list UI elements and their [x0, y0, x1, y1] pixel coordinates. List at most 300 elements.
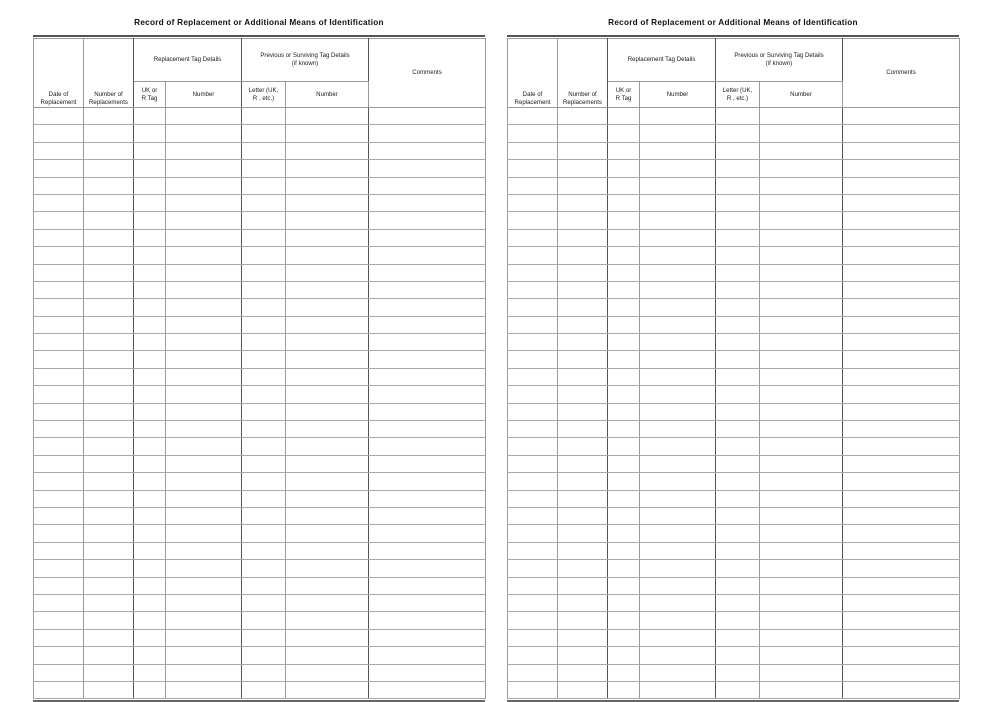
- cell-comments[interactable]: [369, 299, 486, 316]
- table-row[interactable]: [34, 577, 486, 594]
- cell-uk-or-r-tag[interactable]: [608, 473, 640, 490]
- cell-letter[interactable]: [242, 681, 286, 698]
- cell-date-of-replacement[interactable]: [508, 177, 558, 194]
- cell-comments[interactable]: [843, 212, 960, 229]
- cell-comments[interactable]: [369, 281, 486, 298]
- cell-previous-number[interactable]: [760, 281, 843, 298]
- cell-comments[interactable]: [369, 229, 486, 246]
- table-row[interactable]: [34, 247, 486, 264]
- cell-comments[interactable]: [369, 386, 486, 403]
- cell-comments[interactable]: [843, 403, 960, 420]
- cell-uk-or-r-tag[interactable]: [134, 525, 166, 542]
- cell-date-of-replacement[interactable]: [34, 490, 84, 507]
- cell-previous-number[interactable]: [286, 542, 369, 559]
- cell-letter[interactable]: [242, 212, 286, 229]
- cell-letter[interactable]: [716, 577, 760, 594]
- cell-letter[interactable]: [716, 351, 760, 368]
- table-row[interactable]: [34, 438, 486, 455]
- cell-date-of-replacement[interactable]: [508, 229, 558, 246]
- cell-comments[interactable]: [369, 594, 486, 611]
- cell-previous-number[interactable]: [760, 629, 843, 646]
- cell-uk-or-r-tag[interactable]: [608, 316, 640, 333]
- cell-comments[interactable]: [369, 490, 486, 507]
- cell-date-of-replacement[interactable]: [34, 421, 84, 438]
- cell-number-of-replacements[interactable]: [84, 560, 134, 577]
- cell-comments[interactable]: [843, 421, 960, 438]
- cell-replacement-number[interactable]: [640, 229, 716, 246]
- cell-letter[interactable]: [242, 438, 286, 455]
- cell-letter[interactable]: [242, 229, 286, 246]
- cell-replacement-number[interactable]: [166, 247, 242, 264]
- cell-uk-or-r-tag[interactable]: [134, 403, 166, 420]
- cell-date-of-replacement[interactable]: [508, 629, 558, 646]
- cell-date-of-replacement[interactable]: [508, 160, 558, 177]
- cell-number-of-replacements[interactable]: [84, 247, 134, 264]
- cell-letter[interactable]: [242, 455, 286, 472]
- cell-replacement-number[interactable]: [640, 542, 716, 559]
- cell-previous-number[interactable]: [760, 421, 843, 438]
- table-row[interactable]: [508, 299, 960, 316]
- cell-previous-number[interactable]: [286, 299, 369, 316]
- cell-replacement-number[interactable]: [640, 177, 716, 194]
- cell-previous-number[interactable]: [286, 421, 369, 438]
- cell-letter[interactable]: [716, 438, 760, 455]
- cell-date-of-replacement[interactable]: [34, 403, 84, 420]
- cell-previous-number[interactable]: [760, 594, 843, 611]
- table-row[interactable]: [508, 438, 960, 455]
- table-row[interactable]: [508, 281, 960, 298]
- table-row[interactable]: [34, 281, 486, 298]
- cell-replacement-number[interactable]: [640, 194, 716, 211]
- cell-comments[interactable]: [843, 351, 960, 368]
- table-row[interactable]: [508, 212, 960, 229]
- cell-replacement-number[interactable]: [166, 664, 242, 681]
- cell-replacement-number[interactable]: [166, 612, 242, 629]
- cell-comments[interactable]: [369, 177, 486, 194]
- cell-uk-or-r-tag[interactable]: [134, 490, 166, 507]
- table-row[interactable]: [508, 455, 960, 472]
- cell-date-of-replacement[interactable]: [508, 542, 558, 559]
- cell-previous-number[interactable]: [760, 542, 843, 559]
- cell-uk-or-r-tag[interactable]: [134, 108, 166, 125]
- cell-letter[interactable]: [242, 264, 286, 281]
- cell-uk-or-r-tag[interactable]: [608, 612, 640, 629]
- table-row[interactable]: [508, 316, 960, 333]
- cell-date-of-replacement[interactable]: [508, 525, 558, 542]
- cell-number-of-replacements[interactable]: [558, 177, 608, 194]
- cell-date-of-replacement[interactable]: [508, 507, 558, 524]
- table-row[interactable]: [508, 629, 960, 646]
- cell-date-of-replacement[interactable]: [508, 316, 558, 333]
- cell-previous-number[interactable]: [286, 386, 369, 403]
- cell-uk-or-r-tag[interactable]: [608, 403, 640, 420]
- cell-letter[interactable]: [242, 629, 286, 646]
- table-row[interactable]: [34, 108, 486, 125]
- cell-replacement-number[interactable]: [640, 473, 716, 490]
- cell-replacement-number[interactable]: [640, 160, 716, 177]
- cell-replacement-number[interactable]: [166, 264, 242, 281]
- cell-replacement-number[interactable]: [166, 229, 242, 246]
- cell-letter[interactable]: [716, 212, 760, 229]
- cell-comments[interactable]: [843, 542, 960, 559]
- cell-letter[interactable]: [242, 612, 286, 629]
- cell-letter[interactable]: [716, 629, 760, 646]
- cell-letter[interactable]: [242, 594, 286, 611]
- cell-number-of-replacements[interactable]: [84, 108, 134, 125]
- cell-letter[interactable]: [242, 177, 286, 194]
- cell-previous-number[interactable]: [286, 455, 369, 472]
- cell-letter[interactable]: [242, 125, 286, 142]
- cell-number-of-replacements[interactable]: [558, 386, 608, 403]
- cell-replacement-number[interactable]: [640, 507, 716, 524]
- cell-number-of-replacements[interactable]: [84, 229, 134, 246]
- cell-previous-number[interactable]: [760, 142, 843, 159]
- cell-replacement-number[interactable]: [166, 142, 242, 159]
- cell-number-of-replacements[interactable]: [558, 229, 608, 246]
- cell-comments[interactable]: [369, 212, 486, 229]
- cell-letter[interactable]: [242, 160, 286, 177]
- cell-replacement-number[interactable]: [640, 334, 716, 351]
- cell-number-of-replacements[interactable]: [84, 542, 134, 559]
- cell-uk-or-r-tag[interactable]: [608, 664, 640, 681]
- cell-date-of-replacement[interactable]: [508, 142, 558, 159]
- table-row[interactable]: [34, 629, 486, 646]
- cell-uk-or-r-tag[interactable]: [134, 264, 166, 281]
- cell-previous-number[interactable]: [286, 507, 369, 524]
- cell-uk-or-r-tag[interactable]: [134, 647, 166, 664]
- cell-uk-or-r-tag[interactable]: [134, 299, 166, 316]
- cell-date-of-replacement[interactable]: [34, 577, 84, 594]
- cell-number-of-replacements[interactable]: [558, 125, 608, 142]
- cell-uk-or-r-tag[interactable]: [608, 247, 640, 264]
- cell-comments[interactable]: [369, 473, 486, 490]
- cell-number-of-replacements[interactable]: [558, 455, 608, 472]
- cell-uk-or-r-tag[interactable]: [608, 629, 640, 646]
- cell-previous-number[interactable]: [760, 473, 843, 490]
- cell-previous-number[interactable]: [760, 177, 843, 194]
- cell-letter[interactable]: [716, 473, 760, 490]
- cell-replacement-number[interactable]: [166, 403, 242, 420]
- table-row[interactable]: [508, 177, 960, 194]
- cell-date-of-replacement[interactable]: [34, 455, 84, 472]
- cell-uk-or-r-tag[interactable]: [134, 664, 166, 681]
- cell-letter[interactable]: [242, 525, 286, 542]
- cell-date-of-replacement[interactable]: [508, 386, 558, 403]
- cell-replacement-number[interactable]: [166, 438, 242, 455]
- table-row[interactable]: [34, 664, 486, 681]
- cell-date-of-replacement[interactable]: [508, 473, 558, 490]
- cell-number-of-replacements[interactable]: [558, 438, 608, 455]
- cell-uk-or-r-tag[interactable]: [134, 316, 166, 333]
- table-row[interactable]: [34, 316, 486, 333]
- table-row[interactable]: [34, 594, 486, 611]
- cell-previous-number[interactable]: [286, 316, 369, 333]
- table-row[interactable]: [508, 560, 960, 577]
- cell-number-of-replacements[interactable]: [558, 142, 608, 159]
- cell-uk-or-r-tag[interactable]: [608, 125, 640, 142]
- cell-number-of-replacements[interactable]: [558, 194, 608, 211]
- cell-date-of-replacement[interactable]: [34, 438, 84, 455]
- cell-number-of-replacements[interactable]: [84, 334, 134, 351]
- cell-number-of-replacements[interactable]: [558, 577, 608, 594]
- cell-number-of-replacements[interactable]: [558, 560, 608, 577]
- cell-number-of-replacements[interactable]: [84, 629, 134, 646]
- cell-number-of-replacements[interactable]: [84, 525, 134, 542]
- cell-comments[interactable]: [369, 142, 486, 159]
- table-row[interactable]: [34, 160, 486, 177]
- cell-previous-number[interactable]: [760, 577, 843, 594]
- cell-number-of-replacements[interactable]: [84, 212, 134, 229]
- cell-letter[interactable]: [716, 490, 760, 507]
- cell-number-of-replacements[interactable]: [558, 264, 608, 281]
- cell-date-of-replacement[interactable]: [34, 542, 84, 559]
- cell-previous-number[interactable]: [760, 125, 843, 142]
- cell-replacement-number[interactable]: [166, 594, 242, 611]
- cell-replacement-number[interactable]: [166, 647, 242, 664]
- cell-comments[interactable]: [369, 351, 486, 368]
- cell-replacement-number[interactable]: [640, 125, 716, 142]
- cell-comments[interactable]: [369, 368, 486, 385]
- cell-letter[interactable]: [242, 281, 286, 298]
- cell-previous-number[interactable]: [286, 473, 369, 490]
- cell-replacement-number[interactable]: [640, 594, 716, 611]
- cell-letter[interactable]: [242, 507, 286, 524]
- cell-comments[interactable]: [843, 386, 960, 403]
- cell-comments[interactable]: [369, 125, 486, 142]
- cell-letter[interactable]: [242, 194, 286, 211]
- cell-previous-number[interactable]: [286, 577, 369, 594]
- cell-letter[interactable]: [716, 681, 760, 698]
- cell-number-of-replacements[interactable]: [558, 334, 608, 351]
- cell-previous-number[interactable]: [286, 560, 369, 577]
- table-row[interactable]: [508, 664, 960, 681]
- table-row[interactable]: [508, 577, 960, 594]
- cell-date-of-replacement[interactable]: [508, 281, 558, 298]
- cell-date-of-replacement[interactable]: [34, 664, 84, 681]
- cell-date-of-replacement[interactable]: [34, 108, 84, 125]
- cell-letter[interactable]: [242, 421, 286, 438]
- cell-letter[interactable]: [242, 247, 286, 264]
- cell-comments[interactable]: [369, 247, 486, 264]
- cell-date-of-replacement[interactable]: [34, 247, 84, 264]
- cell-replacement-number[interactable]: [166, 160, 242, 177]
- cell-replacement-number[interactable]: [640, 455, 716, 472]
- cell-uk-or-r-tag[interactable]: [134, 594, 166, 611]
- cell-replacement-number[interactable]: [640, 142, 716, 159]
- table-row[interactable]: [508, 612, 960, 629]
- cell-letter[interactable]: [242, 334, 286, 351]
- cell-previous-number[interactable]: [286, 647, 369, 664]
- cell-number-of-replacements[interactable]: [558, 421, 608, 438]
- cell-number-of-replacements[interactable]: [84, 316, 134, 333]
- cell-letter[interactable]: [716, 560, 760, 577]
- cell-replacement-number[interactable]: [166, 386, 242, 403]
- cell-date-of-replacement[interactable]: [34, 334, 84, 351]
- cell-uk-or-r-tag[interactable]: [134, 577, 166, 594]
- cell-uk-or-r-tag[interactable]: [608, 194, 640, 211]
- cell-date-of-replacement[interactable]: [508, 681, 558, 698]
- table-row[interactable]: [508, 351, 960, 368]
- cell-uk-or-r-tag[interactable]: [608, 368, 640, 385]
- cell-date-of-replacement[interactable]: [34, 386, 84, 403]
- cell-previous-number[interactable]: [286, 108, 369, 125]
- cell-number-of-replacements[interactable]: [558, 594, 608, 611]
- cell-letter[interactable]: [242, 368, 286, 385]
- table-row[interactable]: [508, 160, 960, 177]
- cell-comments[interactable]: [369, 664, 486, 681]
- cell-replacement-number[interactable]: [166, 507, 242, 524]
- cell-letter[interactable]: [242, 473, 286, 490]
- cell-date-of-replacement[interactable]: [508, 490, 558, 507]
- cell-comments[interactable]: [369, 160, 486, 177]
- cell-previous-number[interactable]: [286, 160, 369, 177]
- cell-uk-or-r-tag[interactable]: [608, 281, 640, 298]
- cell-number-of-replacements[interactable]: [558, 247, 608, 264]
- cell-previous-number[interactable]: [760, 160, 843, 177]
- cell-letter[interactable]: [242, 664, 286, 681]
- cell-comments[interactable]: [369, 647, 486, 664]
- table-row[interactable]: [508, 229, 960, 246]
- cell-uk-or-r-tag[interactable]: [134, 542, 166, 559]
- cell-number-of-replacements[interactable]: [558, 368, 608, 385]
- table-row[interactable]: [508, 125, 960, 142]
- cell-comments[interactable]: [369, 316, 486, 333]
- table-row[interactable]: [34, 612, 486, 629]
- cell-number-of-replacements[interactable]: [84, 299, 134, 316]
- cell-number-of-replacements[interactable]: [558, 473, 608, 490]
- cell-uk-or-r-tag[interactable]: [608, 177, 640, 194]
- cell-comments[interactable]: [843, 299, 960, 316]
- cell-replacement-number[interactable]: [166, 525, 242, 542]
- cell-letter[interactable]: [242, 647, 286, 664]
- cell-comments[interactable]: [843, 560, 960, 577]
- cell-number-of-replacements[interactable]: [84, 386, 134, 403]
- table-row[interactable]: [508, 247, 960, 264]
- cell-number-of-replacements[interactable]: [84, 177, 134, 194]
- cell-uk-or-r-tag[interactable]: [134, 681, 166, 698]
- table-row[interactable]: [508, 386, 960, 403]
- cell-previous-number[interactable]: [286, 212, 369, 229]
- cell-letter[interactable]: [716, 247, 760, 264]
- cell-previous-number[interactable]: [760, 212, 843, 229]
- cell-date-of-replacement[interactable]: [508, 438, 558, 455]
- cell-uk-or-r-tag[interactable]: [608, 438, 640, 455]
- cell-previous-number[interactable]: [760, 351, 843, 368]
- cell-replacement-number[interactable]: [640, 108, 716, 125]
- cell-comments[interactable]: [843, 316, 960, 333]
- cell-replacement-number[interactable]: [640, 577, 716, 594]
- cell-number-of-replacements[interactable]: [558, 490, 608, 507]
- cell-replacement-number[interactable]: [166, 299, 242, 316]
- cell-comments[interactable]: [369, 264, 486, 281]
- cell-previous-number[interactable]: [286, 664, 369, 681]
- table-row[interactable]: [508, 334, 960, 351]
- cell-uk-or-r-tag[interactable]: [134, 125, 166, 142]
- cell-replacement-number[interactable]: [166, 421, 242, 438]
- cell-replacement-number[interactable]: [640, 403, 716, 420]
- cell-uk-or-r-tag[interactable]: [608, 299, 640, 316]
- cell-letter[interactable]: [716, 612, 760, 629]
- cell-letter[interactable]: [716, 264, 760, 281]
- cell-letter[interactable]: [242, 560, 286, 577]
- cell-previous-number[interactable]: [760, 194, 843, 211]
- cell-comments[interactable]: [843, 108, 960, 125]
- cell-replacement-number[interactable]: [166, 577, 242, 594]
- cell-comments[interactable]: [843, 681, 960, 698]
- cell-previous-number[interactable]: [286, 525, 369, 542]
- cell-previous-number[interactable]: [760, 664, 843, 681]
- cell-previous-number[interactable]: [286, 438, 369, 455]
- table-row[interactable]: [34, 490, 486, 507]
- cell-uk-or-r-tag[interactable]: [134, 177, 166, 194]
- cell-number-of-replacements[interactable]: [558, 108, 608, 125]
- table-row[interactable]: [34, 334, 486, 351]
- cell-previous-number[interactable]: [760, 507, 843, 524]
- cell-comments[interactable]: [843, 160, 960, 177]
- cell-number-of-replacements[interactable]: [84, 507, 134, 524]
- table-row[interactable]: [34, 455, 486, 472]
- cell-previous-number[interactable]: [760, 560, 843, 577]
- cell-date-of-replacement[interactable]: [34, 612, 84, 629]
- cell-previous-number[interactable]: [286, 681, 369, 698]
- cell-date-of-replacement[interactable]: [508, 455, 558, 472]
- table-row[interactable]: [508, 142, 960, 159]
- cell-uk-or-r-tag[interactable]: [134, 334, 166, 351]
- cell-date-of-replacement[interactable]: [508, 647, 558, 664]
- cell-letter[interactable]: [242, 577, 286, 594]
- cell-comments[interactable]: [843, 647, 960, 664]
- cell-previous-number[interactable]: [286, 368, 369, 385]
- cell-uk-or-r-tag[interactable]: [134, 142, 166, 159]
- table-row[interactable]: [34, 473, 486, 490]
- cell-number-of-replacements[interactable]: [558, 212, 608, 229]
- cell-comments[interactable]: [843, 629, 960, 646]
- cell-letter[interactable]: [716, 403, 760, 420]
- cell-number-of-replacements[interactable]: [558, 664, 608, 681]
- cell-comments[interactable]: [843, 577, 960, 594]
- cell-date-of-replacement[interactable]: [34, 647, 84, 664]
- cell-previous-number[interactable]: [286, 177, 369, 194]
- cell-uk-or-r-tag[interactable]: [134, 229, 166, 246]
- cell-letter[interactable]: [242, 403, 286, 420]
- cell-comments[interactable]: [369, 334, 486, 351]
- cell-letter[interactable]: [716, 594, 760, 611]
- cell-number-of-replacements[interactable]: [558, 647, 608, 664]
- table-row[interactable]: [34, 560, 486, 577]
- cell-previous-number[interactable]: [286, 142, 369, 159]
- table-row[interactable]: [34, 212, 486, 229]
- cell-replacement-number[interactable]: [166, 473, 242, 490]
- table-row[interactable]: [508, 681, 960, 698]
- cell-comments[interactable]: [843, 177, 960, 194]
- cell-date-of-replacement[interactable]: [34, 316, 84, 333]
- cell-comments[interactable]: [369, 507, 486, 524]
- cell-comments[interactable]: [843, 281, 960, 298]
- cell-replacement-number[interactable]: [640, 316, 716, 333]
- cell-previous-number[interactable]: [286, 490, 369, 507]
- cell-date-of-replacement[interactable]: [508, 664, 558, 681]
- cell-number-of-replacements[interactable]: [84, 403, 134, 420]
- cell-replacement-number[interactable]: [166, 125, 242, 142]
- cell-letter[interactable]: [716, 194, 760, 211]
- cell-date-of-replacement[interactable]: [34, 594, 84, 611]
- cell-letter[interactable]: [716, 647, 760, 664]
- table-row[interactable]: [508, 194, 960, 211]
- cell-letter[interactable]: [716, 229, 760, 246]
- cell-previous-number[interactable]: [760, 612, 843, 629]
- table-row[interactable]: [508, 264, 960, 281]
- cell-previous-number[interactable]: [760, 368, 843, 385]
